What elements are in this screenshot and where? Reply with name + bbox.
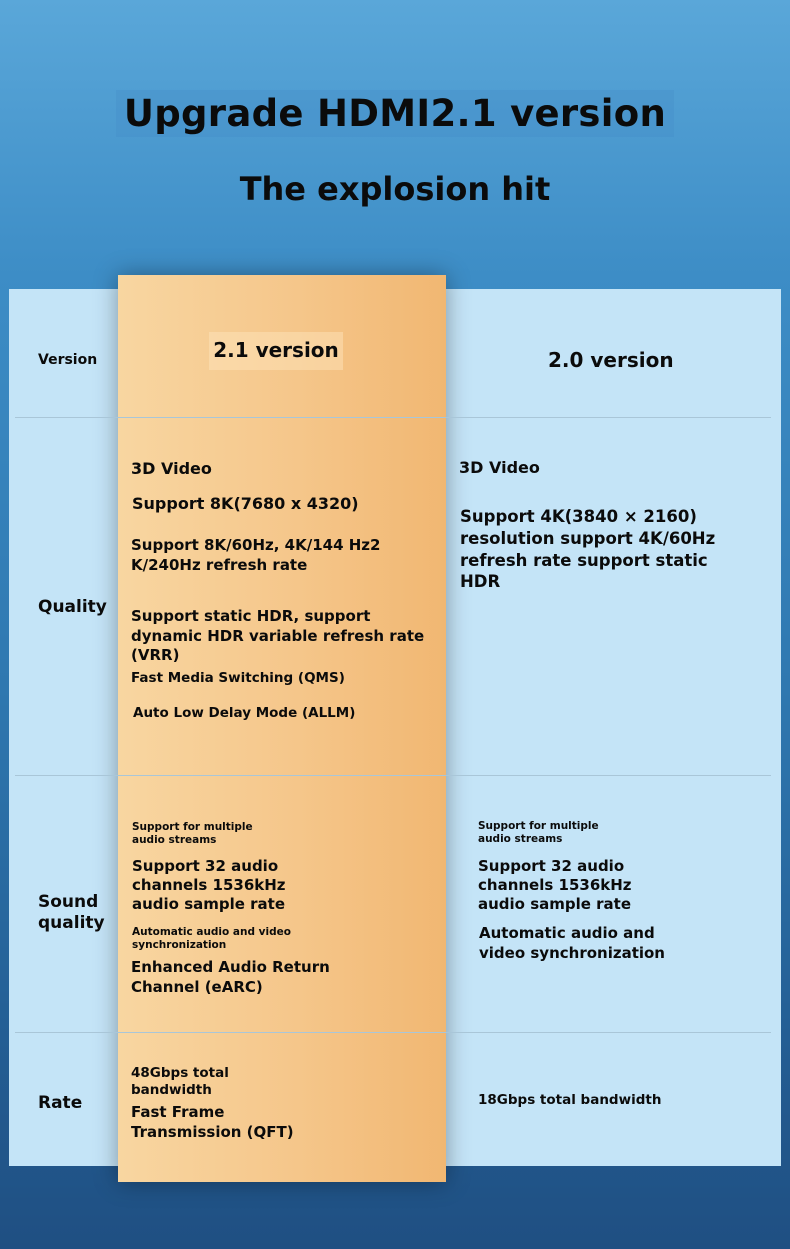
row-label-sound-quality: Sound quality: [38, 892, 105, 934]
row-label-rate: Rate: [38, 1093, 83, 1113]
feature-21-qft: Fast Frame Transmission (QFT): [131, 1103, 294, 1141]
column-header-21: 2.1 version: [209, 332, 343, 370]
feature-21-audio-streams: Support for multiple audio streams: [132, 821, 253, 847]
row-divider: [15, 775, 771, 776]
page-title: [0, 90, 790, 137]
page-subtitle: The explosion hit: [239, 170, 551, 208]
feature-21-earc: Enhanced Audio Return Channel (eARC): [131, 958, 330, 996]
feature-21-audio-channels: Support 32 audio channels 1536kHz audio sample rate: [132, 857, 286, 914]
feature-21-av-sync: Automatic audio and video synchronization: [132, 926, 291, 952]
feature-20-3d-video: 3D Video: [459, 458, 540, 477]
feature-21-8k: Support 8K(7680 x 4320): [132, 494, 359, 513]
feature-21-bandwidth: 48Gbps total bandwidth: [131, 1065, 229, 1099]
page-title-text: Upgrade HDMI2.1 version: [116, 90, 674, 137]
feature-20-bandwidth: 18Gbps total bandwidth: [478, 1092, 662, 1108]
row-label-quality: Quality: [38, 597, 107, 617]
feature-21-refresh-rate: Support 8K/60Hz, 4K/144 Hz2 K/240Hz refresh rate: [131, 536, 381, 574]
feature-21-hdr-vrr: Support static HDR, support dynamic HDR variable refresh rate (VRR): [131, 607, 425, 664]
row-label-version: Version: [38, 352, 98, 368]
feature-21-qms: Fast Media Switching (QMS): [131, 670, 345, 686]
feature-21-allm: Auto Low Delay Mode (ALLM): [133, 705, 356, 721]
feature-20-audio-channels: Support 32 audio channels 1536kHz audio sample rate: [478, 857, 632, 914]
row-divider: [15, 417, 771, 418]
feature-20-av-sync: Automatic audio and video synchronization: [479, 924, 665, 962]
row-divider: [15, 1032, 771, 1033]
feature-20-audio-streams: Support for multiple audio streams: [478, 820, 599, 846]
feature-21-3d-video: 3D Video: [131, 459, 212, 478]
highlight-column-21: [118, 275, 446, 1182]
feature-20-4k-hdr: Support 4K(3840 × 2160) resolution support 4K/60Hz refresh rate support static HDR: [460, 507, 716, 592]
column-header-20: 2.0 version: [548, 348, 674, 372]
